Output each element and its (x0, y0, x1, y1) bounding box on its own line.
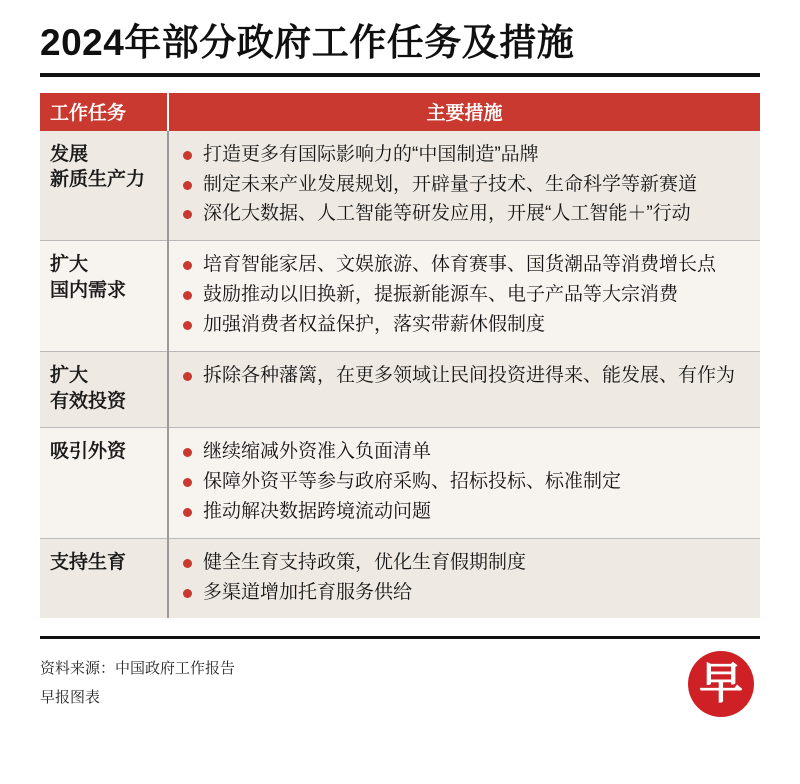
task-label-line: 新质生产力 (50, 169, 146, 191)
measures-list (183, 363, 756, 390)
list-item (183, 252, 756, 279)
bullet-dot-icon (183, 372, 192, 381)
task-label-line: 扩大 (50, 254, 89, 276)
measure-text: 深化大数据、人工智能等研发应用，开展“人工智能＋”行动 (203, 203, 691, 225)
table-header-row (40, 93, 760, 131)
measures-cell (168, 538, 760, 618)
bullet-dot-icon (183, 508, 192, 517)
bullet-dot-icon (183, 321, 192, 330)
task-cell (40, 241, 168, 352)
task-cell (40, 538, 168, 618)
task-label-line: 有效投资 (50, 391, 127, 412)
bullet-dot-icon (183, 291, 192, 300)
tasks-table (40, 93, 760, 619)
footer-divider (40, 636, 760, 639)
bullet-dot-icon (183, 261, 192, 270)
table-head (40, 93, 760, 131)
credit-note: 早报图表 (40, 688, 101, 706)
bullet-dot-icon (183, 559, 192, 568)
task-cell (40, 352, 168, 427)
measures-cell (168, 352, 760, 427)
list-item (183, 580, 756, 607)
list-item (183, 312, 756, 339)
task-cell (40, 131, 168, 241)
measures-cell (168, 131, 760, 241)
table-row (40, 352, 760, 427)
page-title: 2024年部分政府工作任务及措施 (40, 22, 575, 63)
measure-text: 拆除各种藩篱，在更多领域让民间投资进得来、能发展、有作为 (203, 365, 736, 387)
bullet-dot-icon (183, 478, 192, 487)
measure-text: 健全生育支持政策，优化生育假期制度 (203, 551, 527, 573)
title-block (40, 0, 760, 77)
logo-glyph: 早 (699, 658, 743, 710)
measure-text: 推动解决数据跨境流动问题 (203, 500, 432, 522)
table-row (40, 131, 760, 241)
task-cell (40, 427, 168, 538)
bullet-dot-icon (183, 210, 192, 219)
measure-text: 培育智能家居、文娱旅游、体育赛事、国货潮品等消费增长点 (203, 254, 717, 276)
task-label-line: 发展 (50, 143, 89, 165)
table-body (40, 131, 760, 619)
measure-text: 制定未来产业发展规划，开辟量子技术、生命科学等新赛道 (203, 173, 698, 195)
table-row (40, 427, 760, 538)
logo-circle (688, 651, 754, 717)
measures-list (183, 252, 756, 339)
list-item (183, 550, 756, 577)
measures-list (183, 550, 756, 607)
column-header-measures: 主要措施 (168, 93, 760, 131)
title-divider (40, 73, 760, 77)
measures-list (183, 142, 756, 229)
bullet-dot-icon (183, 589, 192, 598)
task-label-line: 支持生育 (50, 551, 127, 573)
bullet-dot-icon (183, 151, 192, 160)
table-row (40, 241, 760, 352)
list-item (183, 439, 756, 466)
list-item (183, 201, 756, 228)
task-label-line: 国内需求 (50, 280, 127, 302)
measure-text: 继续缩减外资准入负面清单 (203, 440, 432, 462)
column-header-task: 工作任务 (40, 93, 168, 131)
measure-text: 打造更多有国际影响力的“中国制造”品牌 (203, 143, 539, 165)
footer (40, 655, 760, 712)
list-item (183, 499, 756, 526)
measure-text: 加强消费者权益保护，落实带薪休假制度 (203, 314, 546, 336)
measure-text: 多渠道增加托育服务供给 (203, 581, 413, 603)
list-item (183, 363, 756, 390)
bullet-dot-icon (183, 448, 192, 457)
measures-cell (168, 241, 760, 352)
bullet-dot-icon (183, 181, 192, 190)
list-item (183, 172, 756, 199)
list-item (183, 142, 756, 169)
list-item (183, 469, 756, 496)
measures-cell (168, 427, 760, 538)
table-row (40, 538, 760, 618)
task-label-line: 吸引外资 (50, 440, 127, 462)
list-item (183, 282, 756, 309)
measure-text: 鼓励推动以旧换新，提振新能源车、电子产品等大宗消费 (203, 284, 679, 306)
measures-list (183, 439, 756, 526)
source-note: 资料来源：中国政府工作报告 (40, 660, 236, 678)
zaobao-logo (688, 651, 754, 717)
task-label-line: 扩大 (50, 365, 89, 387)
measure-text: 保障外资平等参与政府采购、招标投标、标准制定 (203, 470, 622, 492)
